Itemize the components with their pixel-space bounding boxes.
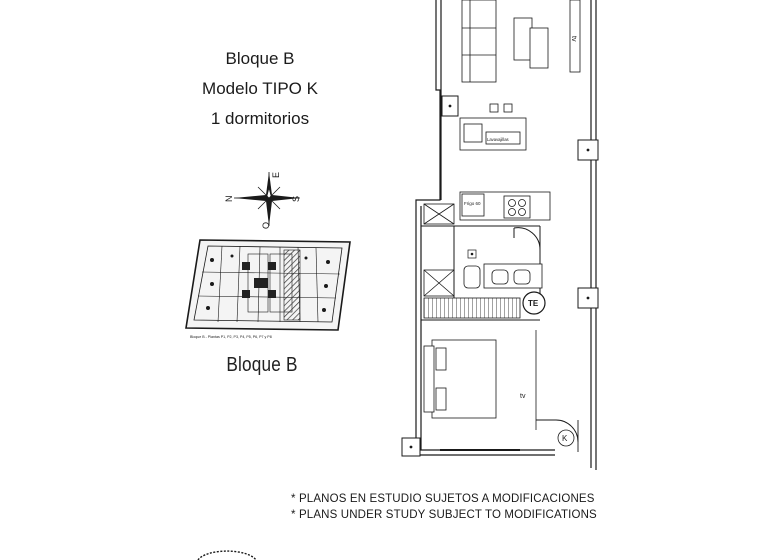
compass-west-label: O <box>261 221 271 229</box>
sofa-icon <box>462 0 496 82</box>
note-spanish: * PLANOS EN ESTUDIO SUJETOS A MODIFICACIONES <box>291 493 595 505</box>
key-plan-small-caption: Bloque B - Plantas P1, P2, P3, P4, P5, P6, P7 y P8 <box>190 335 272 339</box>
coffee-table <box>514 18 532 60</box>
water-heater-label: TE <box>528 299 539 308</box>
compass-rose-icon <box>222 168 312 230</box>
key-plan-diagram <box>182 232 354 342</box>
note-english: * PLANS UNDER STUDY SUBJECT TO MODIFICATIONS <box>291 509 597 521</box>
tv-label-bedroom: tv <box>520 393 526 400</box>
compass-east-label: E <box>271 171 281 178</box>
double-bed-icon <box>424 340 496 418</box>
unit-marker-label: K <box>562 434 568 443</box>
tv-label-living: tv <box>570 36 577 42</box>
cooktop-icon <box>504 196 530 218</box>
title-block <box>160 44 360 134</box>
ventilation-shaft <box>424 204 454 296</box>
block-title: Bloque B <box>225 49 295 68</box>
fridge-label: Frigo 60 <box>464 201 481 206</box>
wardrobe-hatched <box>424 298 520 318</box>
model-title: Modelo TIPO K <box>202 79 318 98</box>
disclaimer-notes <box>291 491 597 523</box>
apartment-floor-plan <box>380 0 608 470</box>
compass-north-label: N <box>224 195 234 202</box>
lavavajillas-label: Lavavajillas <box>487 137 509 142</box>
brand-logo-icon <box>196 548 258 560</box>
key-plan-caption: Bloque B <box>226 354 298 376</box>
compass-south-label: S <box>291 195 301 202</box>
bedrooms-label: 1 dormitorios <box>210 109 310 128</box>
toilet-icon <box>464 266 480 288</box>
